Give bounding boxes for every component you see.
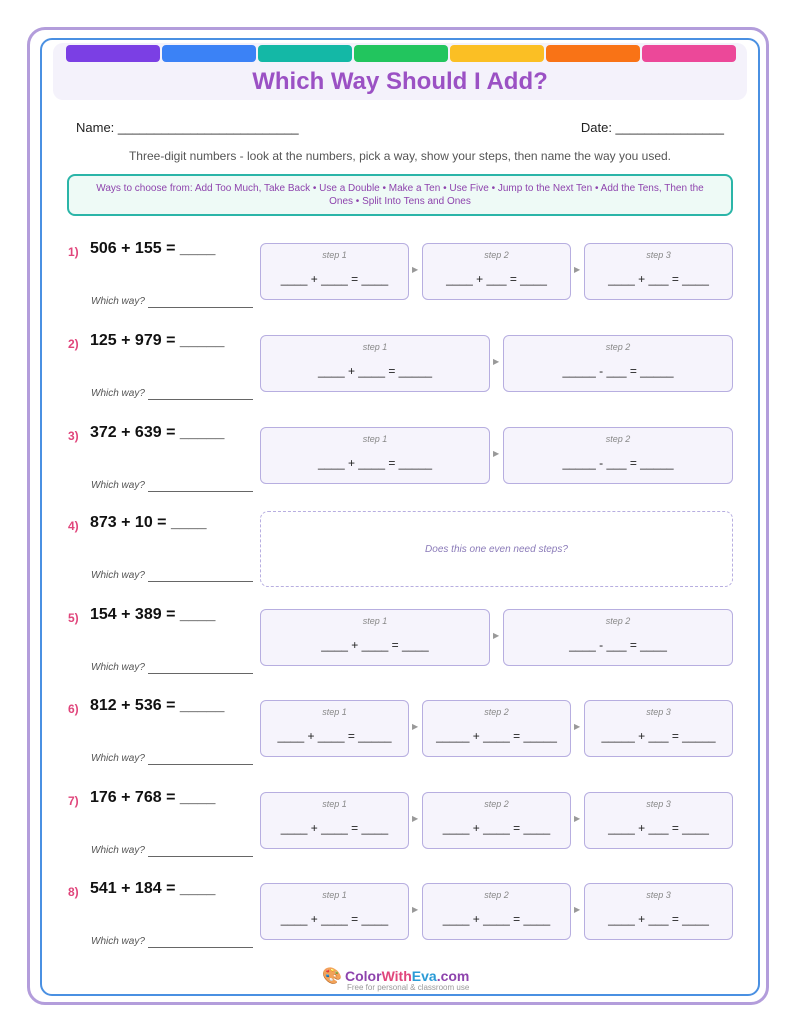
problem-row xyxy=(0,332,800,412)
step-box[interactable] xyxy=(260,700,409,757)
problem-number: 7) xyxy=(68,794,79,808)
step-label: step 2 xyxy=(484,799,509,809)
step-box[interactable] xyxy=(503,427,733,484)
color-bar xyxy=(354,45,448,62)
step-label: step 1 xyxy=(322,890,347,900)
problem-row xyxy=(0,240,800,320)
step-label: step 1 xyxy=(322,707,347,717)
step-label: step 3 xyxy=(646,799,671,809)
step-equation-blanks[interactable]: _____ - ___ = _____ xyxy=(562,364,674,378)
problem-row xyxy=(0,789,800,869)
arrow-right-icon: ▶ xyxy=(493,449,500,458)
color-bar xyxy=(162,45,256,62)
problem-equation[interactable]: 125 + 979 = _____ xyxy=(90,332,225,349)
step-equation-blanks[interactable]: ____ + ___ = ____ xyxy=(608,821,709,835)
no-steps-box[interactable] xyxy=(260,511,733,587)
problem-equation[interactable]: 812 + 536 = _____ xyxy=(90,697,225,714)
arrow-right-icon: ▶ xyxy=(574,265,581,274)
arrow-right-icon: ▶ xyxy=(574,905,581,914)
step-box[interactable] xyxy=(422,700,571,757)
step-label: step 1 xyxy=(362,616,388,626)
step-label: step 3 xyxy=(646,890,671,900)
step-box[interactable] xyxy=(422,243,571,300)
step-box[interactable] xyxy=(584,700,733,757)
step-box[interactable] xyxy=(260,427,490,484)
problem-number: 3) xyxy=(68,429,79,443)
which-way-label: Which way? xyxy=(91,662,145,673)
which-way-answer-line[interactable] xyxy=(148,581,253,582)
step-box[interactable] xyxy=(422,792,571,849)
step-equation-blanks[interactable]: ____ + ____ = _____ xyxy=(317,364,433,378)
problem-number: 6) xyxy=(68,702,79,716)
step-box[interactable] xyxy=(260,335,490,392)
color-bar xyxy=(258,45,352,62)
arrow-right-icon: ▶ xyxy=(493,631,500,640)
worksheet-title: Which Way Should I Add? xyxy=(252,68,548,95)
step-box[interactable] xyxy=(584,243,733,300)
date-field[interactable]: Date: _______________ xyxy=(580,120,724,135)
brand-tagline: Free for personal & classroom use xyxy=(347,983,470,992)
brand-name: ColorWithEva.com xyxy=(345,968,470,984)
which-way-answer-line[interactable] xyxy=(148,856,253,857)
color-bar xyxy=(642,45,736,62)
step-equation-blanks[interactable]: ____ + ____ = ____ xyxy=(321,638,429,652)
instructions-text: Three-digit numbers - look at the numbers, pick a way, show your steps, then name the way you used. xyxy=(128,149,672,163)
step-box[interactable] xyxy=(260,792,409,849)
step-equation-blanks[interactable]: ____ + ____ = ____ xyxy=(280,272,389,286)
step-label: step 1 xyxy=(362,342,388,352)
step-label: step 2 xyxy=(484,890,509,900)
strategy-options-box: Ways to choose from: Add Too Much, Take Back • Use a Double • Make a Ten • Use Five • Jump to the Next Ten • Add the Tens, Then the Ones • Split Into Tens and Ones xyxy=(67,174,733,216)
arrow-right-icon: ▶ xyxy=(574,814,581,823)
step-box[interactable] xyxy=(584,883,733,940)
problem-row xyxy=(0,880,800,960)
step-equation-blanks[interactable]: _____ - ___ = _____ xyxy=(562,456,674,470)
step-box[interactable] xyxy=(260,609,490,666)
step-box[interactable] xyxy=(260,243,409,300)
step-equation-blanks[interactable]: ____ + ____ = ____ xyxy=(280,821,389,835)
problem-row xyxy=(0,514,800,594)
which-way-label: Which way? xyxy=(91,570,145,581)
which-way-answer-line[interactable] xyxy=(148,673,253,674)
which-way-answer-line[interactable] xyxy=(148,491,253,492)
problem-equation[interactable]: 372 + 639 = _____ xyxy=(90,424,225,441)
arrow-right-icon: ▶ xyxy=(412,814,419,823)
step-box[interactable] xyxy=(584,792,733,849)
step-box[interactable] xyxy=(260,883,409,940)
arrow-right-icon: ▶ xyxy=(493,357,500,366)
problem-row xyxy=(0,606,800,686)
which-way-answer-line[interactable] xyxy=(148,307,253,308)
step-equation-blanks[interactable]: ____ + ____ = ____ xyxy=(442,912,551,926)
problem-equation[interactable]: 541 + 184 = ____ xyxy=(90,880,216,897)
step-equation-blanks[interactable]: ____ - ___ = ____ xyxy=(569,638,667,652)
problem-number: 2) xyxy=(68,337,79,351)
problem-number: 1) xyxy=(68,245,79,259)
problem-number: 8) xyxy=(68,885,79,899)
arrow-right-icon: ▶ xyxy=(574,722,581,731)
color-bar xyxy=(546,45,640,62)
step-label: step 3 xyxy=(646,250,671,260)
arrow-right-icon: ▶ xyxy=(412,265,419,274)
step-label: step 2 xyxy=(484,707,509,717)
which-way-label: Which way? xyxy=(91,296,145,307)
step-label: step 2 xyxy=(484,250,509,260)
which-way-answer-line[interactable] xyxy=(148,764,253,765)
problem-number: 5) xyxy=(68,611,79,625)
which-way-label: Which way? xyxy=(91,480,145,491)
step-box[interactable] xyxy=(503,335,733,392)
palette-icon: 🎨 xyxy=(322,968,342,985)
step-equation-blanks[interactable]: ____ + ____ = ____ xyxy=(280,912,389,926)
arrow-right-icon: ▶ xyxy=(412,722,419,731)
which-way-label: Which way? xyxy=(91,388,145,399)
step-label: step 1 xyxy=(362,434,388,444)
name-field[interactable]: Name: _________________________ xyxy=(76,120,299,135)
problem-equation[interactable]: 506 + 155 = ____ xyxy=(90,240,216,257)
which-way-label: Which way? xyxy=(91,936,145,947)
step-label: step 2 xyxy=(605,434,631,444)
color-bar xyxy=(450,45,544,62)
step-label: step 2 xyxy=(605,342,631,352)
step-label: step 2 xyxy=(605,616,631,626)
color-bar-strip xyxy=(66,45,736,62)
which-way-label: Which way? xyxy=(91,753,145,764)
step-equation-blanks[interactable]: ____ + ___ = ____ xyxy=(608,912,709,926)
step-equation-blanks[interactable]: ____ + ____ = ____ xyxy=(442,821,551,835)
step-label: step 1 xyxy=(322,799,347,809)
which-way-answer-line[interactable] xyxy=(148,947,253,948)
no-steps-note: Does this one even need steps? xyxy=(425,543,568,555)
step-equation-blanks[interactable]: _____ + ___ = _____ xyxy=(601,729,716,743)
problem-equation[interactable]: 873 + 10 = ____ xyxy=(90,514,207,531)
problem-equation[interactable]: 176 + 768 = ____ xyxy=(90,789,216,806)
step-equation-blanks[interactable]: ____ + ___ = ____ xyxy=(446,272,547,286)
which-way-answer-line[interactable] xyxy=(148,399,253,400)
problem-row xyxy=(0,697,800,777)
step-box[interactable] xyxy=(422,883,571,940)
problem-row xyxy=(0,424,800,504)
arrow-right-icon: ▶ xyxy=(412,905,419,914)
step-equation-blanks[interactable]: ____ + ___ = ____ xyxy=(608,272,709,286)
step-equation-blanks[interactable]: ____ + ____ = _____ xyxy=(277,729,392,743)
step-equation-blanks[interactable]: ____ + ____ = _____ xyxy=(317,456,433,470)
problem-number: 4) xyxy=(68,519,79,533)
step-box[interactable] xyxy=(503,609,733,666)
which-way-label: Which way? xyxy=(91,845,145,856)
step-label: step 1 xyxy=(322,250,347,260)
step-equation-blanks[interactable]: _____ + ____ = _____ xyxy=(436,729,557,743)
color-bar xyxy=(66,45,160,62)
problem-equation[interactable]: 154 + 389 = ____ xyxy=(90,606,216,623)
step-label: step 3 xyxy=(646,707,671,717)
